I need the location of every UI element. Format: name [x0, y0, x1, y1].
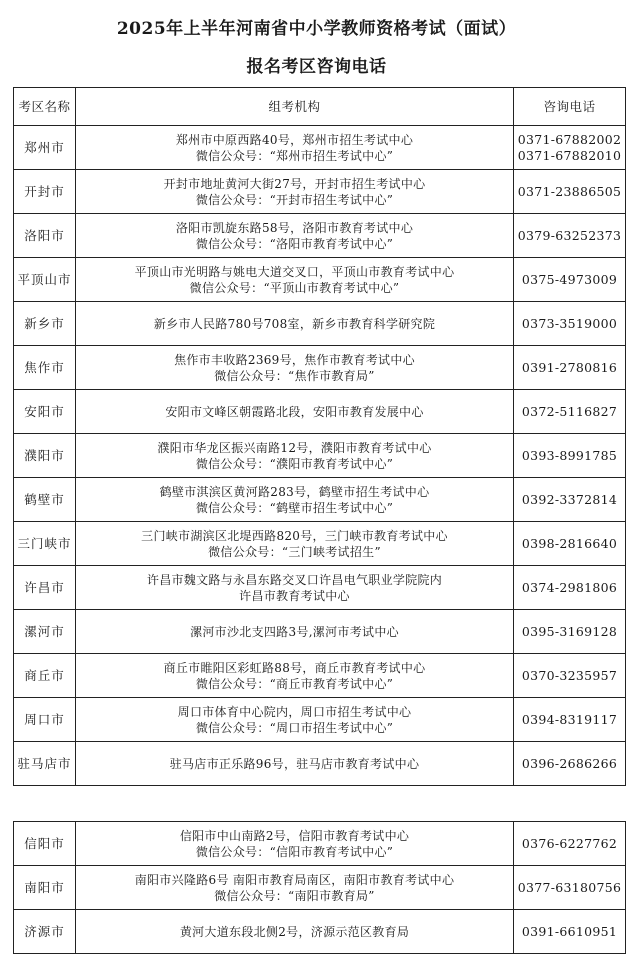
org-cell	[76, 822, 514, 866]
org-cell	[76, 654, 514, 698]
org-wechat: 许昌市教育考试中心	[239, 588, 350, 603]
org-wechat: 微信公众号：“周口市招生考试中心”	[195, 720, 394, 735]
region-cell: 济源市	[14, 910, 76, 954]
region-cell: 商丘市	[14, 654, 76, 698]
header-phone: 咨询电话	[514, 88, 626, 126]
phone-number: 0394-8319117	[521, 711, 618, 727]
org-cell	[76, 566, 514, 610]
phone-cell	[514, 214, 626, 258]
phone-cell	[514, 822, 626, 866]
region-cell: 周口市	[14, 698, 76, 742]
phone-number: 0375-4973009	[521, 271, 618, 287]
header-org: 组考机构	[76, 88, 514, 126]
phone-number: 0393-8991785	[521, 447, 618, 463]
org-cell	[76, 866, 514, 910]
phone-number: 0373-3519000	[521, 315, 618, 331]
table-row	[14, 214, 626, 258]
org-wechat: 微信公众号：“焦作市教育局”	[214, 368, 375, 383]
org-wechat: 微信公众号：“信阳市教育考试中心”	[195, 844, 394, 859]
org-address: 商丘市睢阳区彩虹路88号，商丘市教育考试中心	[163, 660, 426, 675]
phone-cell	[514, 478, 626, 522]
header-region: 考区名称	[14, 88, 76, 126]
org-cell	[76, 214, 514, 258]
org-address: 信阳市中山南路2号，信阳市教育考试中心	[179, 828, 410, 843]
region-cell: 鹤壁市	[14, 478, 76, 522]
contact-table-continued	[13, 821, 626, 954]
region-cell: 新乡市	[14, 302, 76, 346]
phone-cell	[514, 566, 626, 610]
phone-cell	[514, 126, 626, 170]
org-address: 开封市地址黄河大街27号，开封市招生考试中心	[163, 176, 426, 191]
org-address: 新乡市人民路780号708室，新乡市教育科学研究院	[153, 316, 436, 331]
phone-cell	[514, 434, 626, 478]
table-row	[14, 822, 626, 866]
region-cell: 洛阳市	[14, 214, 76, 258]
org-address: 黄河大道东段北侧2号，济源示范区教育局	[179, 924, 410, 939]
region-cell: 平顶山市	[14, 258, 76, 302]
region-cell: 安阳市	[14, 390, 76, 434]
page-title: 2025年上半年河南省中小学教师资格考试（面试）	[116, 19, 517, 39]
phone-cell	[514, 258, 626, 302]
table-row	[14, 302, 626, 346]
org-cell	[76, 522, 514, 566]
region-cell: 三门峡市	[14, 522, 76, 566]
table-row	[14, 434, 626, 478]
table-row	[14, 566, 626, 610]
org-wechat: 微信公众号：“三门峡考试招生”	[208, 544, 381, 559]
org-wechat: 微信公众号：“洛阳市教育考试中心”	[195, 236, 394, 251]
org-address: 南阳市兴隆路6号 南阳市教育局南区，南阳市教育考试中心	[134, 872, 455, 887]
org-address: 郑州市中原西路40号，郑州市招生考试中心	[175, 132, 414, 147]
page-subtitle: 报名考区咨询电话	[246, 57, 387, 77]
org-wechat: 微信公众号：“郑州市招生考试中心”	[195, 148, 394, 163]
table-row	[14, 390, 626, 434]
org-wechat: 微信公众号：“商丘市教育考试中心”	[195, 676, 394, 691]
phone-number: 0376-6227762	[521, 835, 618, 851]
table-row	[14, 346, 626, 390]
org-wechat: 微信公众号：“南阳市教育局”	[214, 888, 375, 903]
phone-number: 0371-23886505	[517, 183, 622, 199]
org-cell	[76, 698, 514, 742]
table-row	[14, 478, 626, 522]
phone-number: 0374-2981806	[521, 579, 618, 595]
table-row	[14, 866, 626, 910]
phone-number: 0398-2816640	[521, 535, 618, 551]
phone-cell	[514, 698, 626, 742]
org-wechat: 微信公众号：“濮阳市教育考试中心”	[195, 456, 394, 471]
org-address: 焦作市丰收路2369号，焦作市教育考试中心	[174, 352, 415, 367]
org-cell	[76, 742, 514, 786]
phone-cell	[514, 866, 626, 910]
phone-cell	[514, 522, 626, 566]
phone-cell	[514, 302, 626, 346]
org-cell	[76, 302, 514, 346]
phone-number: 0370-3235957	[521, 667, 618, 683]
region-cell: 濮阳市	[14, 434, 76, 478]
phone-number: 0391-2780816	[521, 359, 618, 375]
table-row	[14, 258, 626, 302]
region-cell: 信阳市	[14, 822, 76, 866]
org-cell	[76, 478, 514, 522]
table-header-row	[14, 88, 626, 126]
region-cell: 许昌市	[14, 566, 76, 610]
table-row	[14, 126, 626, 170]
phone-cell	[514, 170, 626, 214]
org-cell	[76, 258, 514, 302]
table-row	[14, 910, 626, 954]
org-address: 许昌市魏文路与永昌东路交叉口许昌电气职业学院院内	[146, 572, 443, 587]
table-row	[14, 522, 626, 566]
phone-number: 0392-3372814	[521, 491, 618, 507]
org-wechat: 微信公众号：“鹤壁市招生考试中心”	[195, 500, 394, 515]
table-row	[14, 610, 626, 654]
phone-cell	[514, 910, 626, 954]
org-cell	[76, 434, 514, 478]
phone-number: 0371-67882002	[517, 131, 622, 147]
org-address: 洛阳市凯旋东路58号，洛阳市教育考试中心	[175, 220, 414, 235]
org-address: 鹤壁市淇滨区黄河路283号，鹤壁市招生考试中心	[159, 484, 430, 499]
table-row	[14, 742, 626, 786]
org-cell	[76, 170, 514, 214]
phone-number: 0391-6610951	[521, 923, 618, 939]
phone-cell	[514, 346, 626, 390]
contact-table	[13, 87, 626, 786]
region-cell: 郑州市	[14, 126, 76, 170]
org-address: 漯河市沙北支四路3号,漯河市考试中心	[190, 624, 399, 639]
phone-cell	[514, 390, 626, 434]
org-cell	[76, 610, 514, 654]
region-cell: 焦作市	[14, 346, 76, 390]
region-cell: 开封市	[14, 170, 76, 214]
org-wechat: 微信公众号：“平顶山市教育考试中心”	[189, 280, 400, 295]
table-row	[14, 170, 626, 214]
org-address: 周口市体育中心院内，周口市招生考试中心	[177, 704, 412, 719]
region-cell: 驻马店市	[14, 742, 76, 786]
org-cell	[76, 390, 514, 434]
phone-number: 0395-3169128	[521, 623, 618, 639]
org-address: 濮阳市华龙区振兴南路12号，濮阳市教育考试中心	[157, 440, 432, 455]
phone-number: 0372-5116827	[521, 403, 618, 419]
table-row	[14, 698, 626, 742]
region-cell: 南阳市	[14, 866, 76, 910]
org-address: 驻马店市正乐路96号，驻马店市教育考试中心	[169, 756, 420, 771]
phone-cell	[514, 654, 626, 698]
phone-cell	[514, 742, 626, 786]
org-cell	[76, 910, 514, 954]
org-address: 三门峡市湖滨区北堤西路820号，三门峡市教育考试中心	[141, 528, 448, 543]
phone-number: 0379-63252373	[517, 227, 622, 243]
phone-number: 0371-67882010	[517, 147, 622, 163]
region-cell: 漯河市	[14, 610, 76, 654]
org-address: 安阳市文峰区朝霞路北段，安阳市教育发展中心	[165, 404, 424, 419]
org-cell	[76, 126, 514, 170]
org-cell	[76, 346, 514, 390]
org-address: 平顶山市光明路与姚电大道交叉口，平顶山市教育考试中心	[134, 264, 455, 279]
org-wechat: 微信公众号：“开封市招生考试中心”	[195, 192, 394, 207]
phone-number: 0377-63180756	[517, 879, 622, 895]
table-row	[14, 654, 626, 698]
phone-number: 0396-2686266	[521, 755, 618, 771]
phone-cell	[514, 610, 626, 654]
